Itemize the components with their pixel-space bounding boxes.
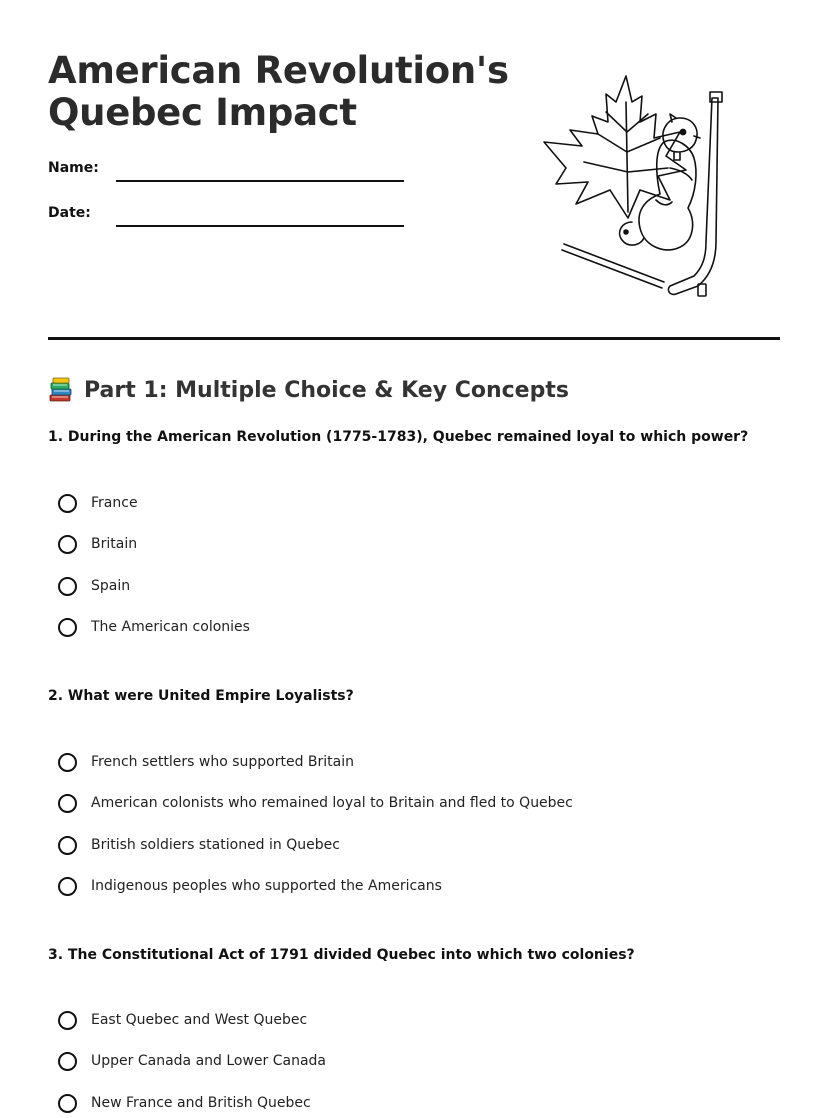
question-3-option-3[interactable] — [58, 1091, 311, 1115]
question-2-option-3[interactable] — [58, 833, 340, 857]
radio-button[interactable] — [58, 1094, 77, 1113]
question-3: 3. The Constitutional Act of 1791 divided Quebec into which two colonies? — [48, 947, 635, 963]
radio-button[interactable] — [58, 836, 77, 855]
radio-button[interactable] — [58, 535, 77, 554]
option-label: American colonists who remained loyal to Britain and fled to Quebec — [91, 795, 573, 811]
question-3-option-2[interactable] — [58, 1049, 326, 1073]
question-1-option-1[interactable] — [58, 491, 138, 515]
name-label: Name: — [48, 160, 99, 176]
radio-button[interactable] — [58, 753, 77, 772]
question-1: 1. During the American Revolution (1775-1783), Quebec remained loyal to which power? — [48, 429, 749, 445]
option-label: Spain — [91, 578, 131, 594]
radio-button[interactable] — [58, 1052, 77, 1071]
section-divider — [48, 337, 780, 340]
radio-button[interactable] — [58, 494, 77, 513]
option-label: French settlers who supported Britain — [91, 754, 354, 770]
worksheet-title — [48, 50, 518, 134]
title-line-2: Quebec Impact — [48, 91, 357, 134]
title-line-1: American Revolution's — [48, 49, 509, 92]
option-label: Indigenous peoples who supported the Americans — [91, 878, 442, 894]
option-label: Upper Canada and Lower Canada — [91, 1053, 327, 1069]
question-3-option-1[interactable] — [58, 1008, 307, 1032]
date-field[interactable] — [116, 225, 404, 227]
question-1-option-3[interactable] — [58, 574, 130, 598]
question-2-option-4[interactable] — [58, 874, 442, 898]
option-label: British soldiers stationed in Quebec — [91, 837, 340, 853]
books-icon — [48, 377, 74, 403]
radio-button[interactable] — [58, 1011, 77, 1030]
radio-button[interactable] — [58, 577, 77, 596]
radio-button[interactable] — [58, 877, 77, 896]
question-2: 2. What were United Empire Loyalists? — [48, 688, 354, 704]
radio-button[interactable] — [58, 794, 77, 813]
question-2-option-2[interactable] — [58, 791, 573, 815]
option-label: The American colonies — [91, 619, 250, 635]
radio-button[interactable] — [58, 618, 77, 637]
question-1-option-4[interactable] — [58, 615, 250, 639]
question-1-option-2[interactable] — [58, 532, 137, 556]
option-label: New France and British Quebec — [91, 1095, 311, 1111]
part1-heading-text: Part 1: Multiple Choice & Key Concepts — [84, 377, 569, 403]
question-2-option-1[interactable] — [58, 750, 354, 774]
option-label: Britain — [91, 536, 138, 552]
date-label: Date: — [48, 205, 91, 221]
maple-leaf-beaver-hockey-stick-icon — [536, 72, 736, 302]
option-label: France — [91, 495, 138, 511]
name-field[interactable] — [116, 180, 404, 182]
option-label: East Quebec and West Quebec — [91, 1012, 308, 1028]
part1-heading — [48, 374, 569, 406]
